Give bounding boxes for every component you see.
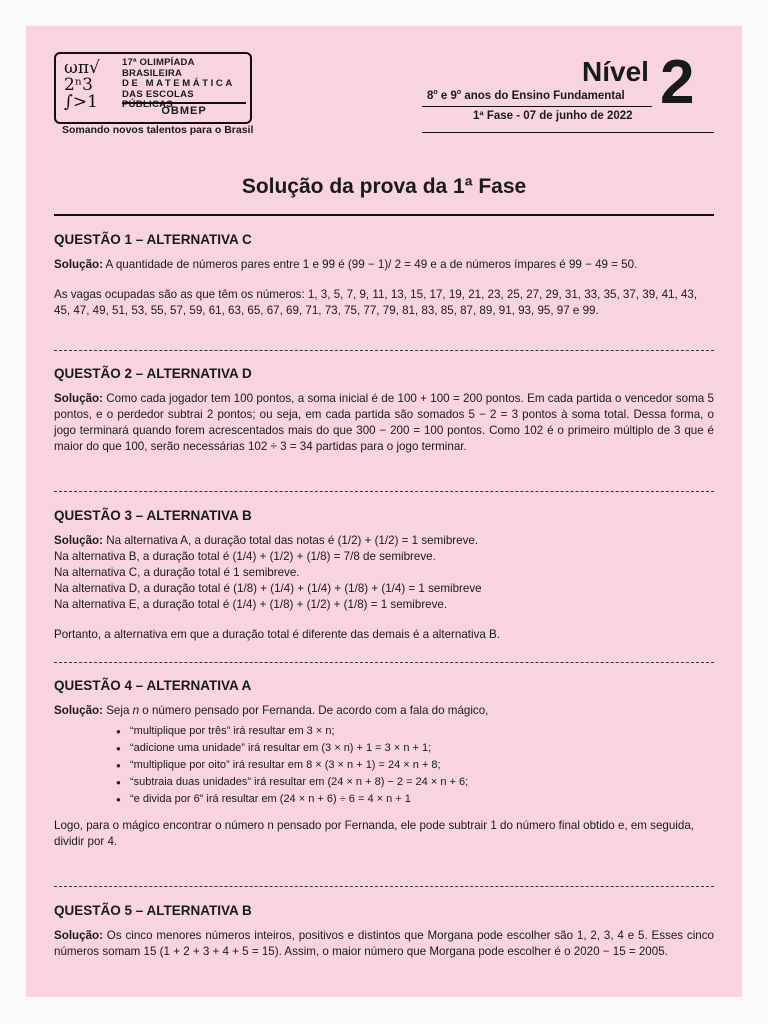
line-d: Na alternativa D, a duração total é (1/8) + (1/4) + (1/4) + (1/8) + (1/4) = 1 semibreve bbox=[54, 582, 482, 595]
question-5 bbox=[54, 903, 714, 960]
obmep-logo bbox=[54, 52, 252, 124]
header-rule-bottom bbox=[422, 132, 714, 133]
question-1-solution bbox=[54, 257, 714, 273]
question-4-heading: QUESTÃO 4 – ALTERNATIVA A bbox=[54, 678, 252, 693]
list-item: ● “multiplique por três” irá resultar em 3 × n; bbox=[130, 723, 714, 740]
section-divider bbox=[54, 886, 714, 887]
line-c: Na alternativa C, a duração total é 1 semibreve. bbox=[54, 566, 300, 579]
list-item: ● “multiplique por oito” irá resultar em 8 × (3 × n + 1) = 24 × n + 8; bbox=[130, 757, 714, 774]
intro-a: Seja bbox=[102, 704, 133, 717]
solution-label: Solução: bbox=[54, 929, 103, 942]
ordinal-1: o bbox=[433, 89, 438, 96]
grade-9: e 9 bbox=[437, 89, 457, 102]
solution-label: Solução: bbox=[54, 392, 103, 405]
page-title: Solução da prova da 1ª Fase bbox=[241, 175, 527, 198]
grade-8: 8 bbox=[427, 89, 434, 102]
section-divider bbox=[54, 491, 714, 492]
question-3 bbox=[54, 508, 714, 643]
solution-label: Solução: bbox=[54, 704, 103, 717]
question-4 bbox=[54, 678, 714, 850]
question-2-solution bbox=[54, 391, 714, 455]
line-a: Na alternativa A, a duração total das notas é (1/2) + (1/2) = 1 semibreve. bbox=[102, 534, 479, 547]
question-1 bbox=[54, 232, 714, 319]
question-3-solution bbox=[54, 533, 714, 613]
list-item: ● “adicione uma unidade” irá resultar em (3 × n) + 1 = 3 × n + 1; bbox=[130, 740, 714, 757]
logo-math-glyphs: ωπ√ 2ⁿ3 ∫>1 bbox=[64, 58, 100, 112]
section-divider bbox=[54, 350, 714, 351]
question-3-conclusion: Portanto, a alternativa em que a duração total é diferente das demais é a alternativa B. bbox=[54, 628, 500, 641]
solution-label: Solução: bbox=[54, 258, 103, 271]
title-rule bbox=[54, 214, 714, 216]
question-4-solution bbox=[54, 703, 714, 719]
grades-rest: anos do Ensino Fundamental bbox=[461, 89, 625, 102]
question-1-heading: QUESTÃO 1 – ALTERNATIVA C bbox=[54, 232, 252, 247]
question-5-heading: QUESTÃO 5 – ALTERNATIVA B bbox=[54, 903, 252, 918]
olympiad-line-1: 17ª OLIMPÍADA BRASILEIRA bbox=[122, 57, 195, 79]
level-label: Nível bbox=[582, 56, 649, 87]
solution-text: Os cinco menores números inteiros, positivos e distintos que Morgana pode escolher são 1, 2, 3, 4 e 5. Esses cinco números somam 15 (1 + 2 + 3 + 4 + 5 = 15). Assim, o maior número que Morgana pode escolher é o 2020 − 15 = 2005. bbox=[54, 929, 714, 958]
solution-text: A quantidade de números pares entre 1 e 99 é (99 − 1)/ 2 = 49 e a de números ímpares é 99 − 49 = 50. bbox=[102, 258, 638, 271]
grades-line bbox=[427, 89, 625, 102]
list-item: ● “subtraia duas unidades” irá resultar em (24 × n + 8) − 2 = 24 × n + 6; bbox=[130, 774, 714, 791]
obmep-acronym: OBMEP bbox=[122, 102, 246, 117]
slogan: Somando novos talentos para o Brasil bbox=[62, 124, 254, 136]
question-4-conclusion: Logo, para o mágico encontrar o número n pensado por Fernanda, ele pode subtrair 1 do número final obtido e, em seguida, dividir por 4. bbox=[54, 819, 694, 848]
line-b: Na alternativa B, a duração total é (1/4) + (1/2) + (1/8) = 7/8 de semibreve. bbox=[54, 550, 436, 563]
question-2-heading: QUESTÃO 2 – ALTERNATIVA D bbox=[54, 366, 252, 381]
question-3-heading: QUESTÃO 3 – ALTERNATIVA B bbox=[54, 508, 252, 523]
olympiad-line-3: DAS ESCOLAS PÚBLICAS bbox=[122, 88, 194, 110]
variable-n: n bbox=[132, 704, 140, 717]
level-number: 2 bbox=[660, 48, 695, 117]
question-5-solution bbox=[54, 928, 714, 960]
line-e: Na alternativa E, a duração total é (1/4) + (1/8) + (1/2) + (1/8) = 1 semibreve. bbox=[54, 598, 448, 611]
section-divider bbox=[54, 662, 714, 663]
question-2 bbox=[54, 366, 714, 455]
steps-list bbox=[54, 723, 714, 808]
question-1-paragraph-2: As vagas ocupadas são as que têm os números: 1, 3, 5, 7, 9, 11, 13, 15, 17, 19, 21, 23, 25, 27, 29, 31, 33, 35, 37, 39, 41, 43, 45, 47, 49, 51, 53, 55, 57, 59, 61, 63, 65, 67, 69, 71, 73, 75, 77, 79, 81, 83, 85, 87, 89, 91, 93, 95, 97 e 99. bbox=[54, 288, 698, 317]
solution-label: Solução: bbox=[54, 534, 103, 547]
olympiad-line-2: DE MATEMÁTICA bbox=[122, 78, 235, 89]
header-rule bbox=[422, 106, 652, 107]
list-item: ● “e divida por 6” irá resultar em (24 × n + 6) ÷ 6 = 4 × n + 1 bbox=[130, 791, 714, 808]
ordinal-2: o bbox=[456, 89, 462, 96]
intro-b: o número pensado por Fernanda. De acordo com a fala do mágico, bbox=[139, 704, 489, 717]
solution-text: Como cada jogador tem 100 pontos, a soma inicial é de 100 + 100 = 200 pontos. Em cada partida o vencedor soma 5 pontos, e o perdedor subtrai 2 pontos; ou seja, em cada partida são somados 5 − 2 = 3 pontos à soma total. Dessa forma, o jogo terminará quando forem acrescentados mais do que 300 − 200 = 100 pontos. Como 102 é o primeiro múltiplo de 3 que é maior do que 100, serão necessárias 102 ÷ 3 = 34 partidas para o jogo terminar. bbox=[54, 392, 714, 453]
phase-date: 1ª Fase - 07 de junho de 2022 bbox=[473, 110, 633, 122]
